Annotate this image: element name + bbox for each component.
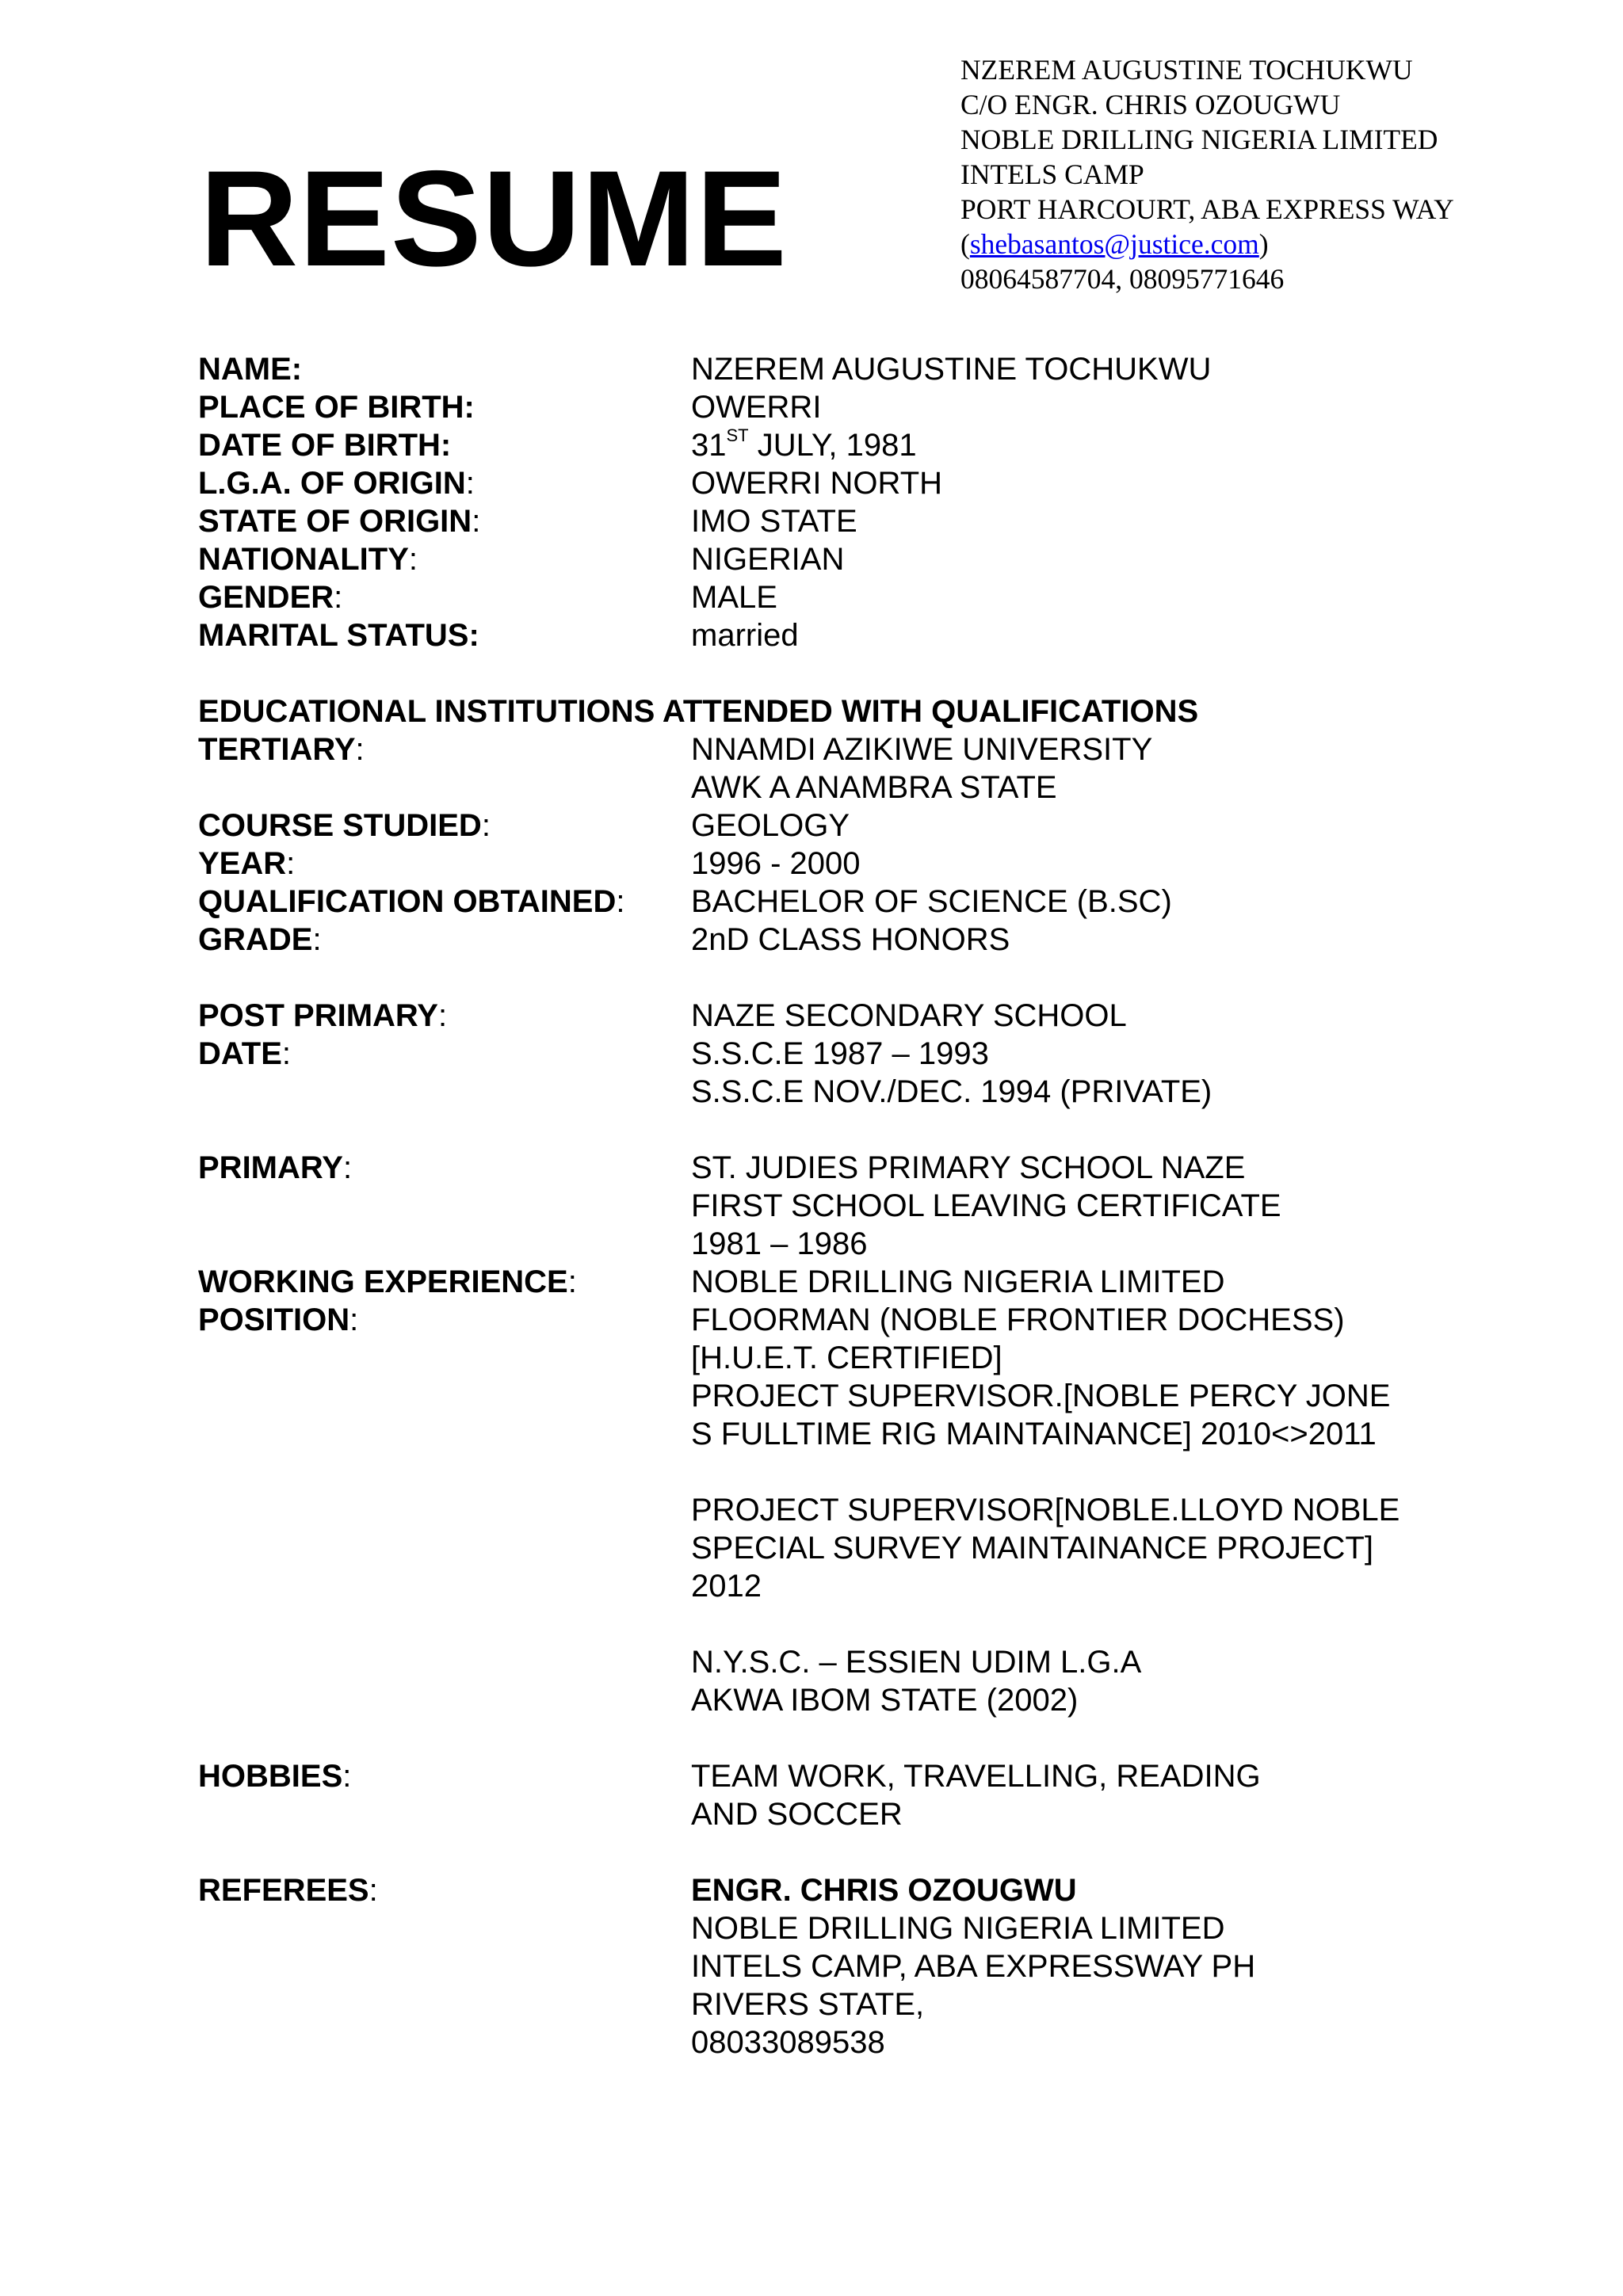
field-label-text: NATIONALITY — [198, 542, 409, 577]
colon: : — [286, 846, 296, 881]
field-label: DATE OF BIRTH: — [198, 428, 452, 463]
value-line: PROJECT SUPERVISOR[NOBLE.LLOYD NOBLE — [691, 1493, 1400, 1527]
field-row-lga — [198, 464, 1545, 502]
field-label-text: POST PRIMARY — [198, 998, 438, 1033]
field-label — [198, 1035, 691, 1111]
colon: : — [465, 466, 475, 501]
colon: : — [342, 1759, 352, 1794]
colon: : — [369, 1873, 378, 1908]
value-line: S.S.C.E 1987 – 1993 — [691, 1036, 989, 1071]
spacer — [198, 1833, 1545, 1871]
address-line: NOBLE DRILLING NIGERIA LIMITED — [960, 124, 1438, 155]
phone-numbers: 08064587704, 08095771646 — [960, 263, 1285, 295]
value-line: 1981 – 1986 — [691, 1226, 868, 1261]
colon: : — [334, 580, 343, 615]
email-line — [960, 227, 1454, 261]
field-label: MARITAL STATUS: — [198, 618, 479, 653]
field-row-post-primary — [198, 997, 1545, 1035]
field-label — [198, 502, 691, 540]
spacer — [198, 959, 1545, 997]
field-label — [198, 921, 691, 959]
field-label — [198, 1149, 691, 1263]
field-row-position — [198, 1301, 1545, 1719]
value-line: S.S.C.E NOV./DEC. 1994 (PRIVATE) — [691, 1074, 1212, 1109]
colon: : — [312, 922, 322, 957]
field-value: IMO STATE — [691, 504, 857, 539]
colon: : — [438, 998, 448, 1033]
field-label-text: HOBBIES — [198, 1759, 343, 1794]
value-line: PROJECT SUPERVISOR.[NOBLE PERCY JONE — [691, 1379, 1391, 1413]
email-paren-open: ( — [960, 228, 970, 260]
field-label — [198, 997, 691, 1035]
resume-body — [198, 350, 1545, 2061]
field-label-text: POSITION — [198, 1302, 350, 1337]
value-line: AND SOCCER — [691, 1797, 903, 1832]
field-label-text: L.G.A. OF ORIGIN — [198, 466, 466, 501]
colon: : — [616, 884, 625, 919]
field-label-text: GENDER — [198, 580, 334, 615]
referee-name: ENGR. CHRIS OZOUGWU — [691, 1873, 1077, 1908]
field-row-qualification — [198, 883, 1545, 921]
field-label-text: COURSE STUDIED — [198, 808, 482, 843]
field-value — [691, 426, 1545, 464]
value-line: NOBLE DRILLING NIGERIA LIMITED — [691, 1911, 1225, 1946]
field-label-text: WORKING EXPERIENCE — [198, 1264, 568, 1299]
colon: : — [481, 808, 491, 843]
field-label — [198, 883, 691, 921]
email-link[interactable]: shebasantos@justice.com — [969, 228, 1259, 260]
spacer — [198, 654, 1545, 692]
email-paren-close: ) — [1258, 228, 1269, 260]
value-line: AKWA IBOM STATE (2002) — [691, 1683, 1079, 1718]
value-line: FLOORMAN (NOBLE FRONTIER DOCHESS) — [691, 1302, 1345, 1337]
field-label-text: DATE — [198, 1036, 282, 1071]
field-label-text: TERTIARY — [198, 732, 356, 767]
value-line: N.Y.S.C. – ESSIEN UDIM L.G.A — [691, 1645, 1142, 1680]
field-row-course — [198, 807, 1545, 845]
field-label — [198, 464, 691, 502]
field-row-nationality — [198, 540, 1545, 578]
field-row-place-of-birth — [198, 388, 1545, 426]
resume-title: RESUME — [200, 143, 788, 295]
field-label — [198, 1301, 691, 1719]
field-value — [691, 1871, 1545, 2061]
field-row-gender — [198, 578, 1545, 616]
field-label — [198, 540, 691, 578]
field-value: BACHELOR OF SCIENCE (B.SC) — [691, 884, 1172, 919]
spacer — [691, 1453, 1545, 1491]
value-line: TEAM WORK, TRAVELLING, READING — [691, 1759, 1261, 1794]
field-row-working-experience — [198, 1263, 1545, 1301]
field-label — [198, 578, 691, 616]
field-row-date-of-birth — [198, 426, 1545, 464]
value-line: [H.U.E.T. CERTIFIED] — [691, 1341, 1002, 1375]
field-value: OWERRI NORTH — [691, 466, 943, 501]
field-row-marital-status — [198, 616, 1545, 654]
value-line: FIRST SCHOOL LEAVING CERTIFICATE — [691, 1188, 1281, 1223]
field-value — [691, 1301, 1545, 1719]
address-line: C/O ENGR. CHRIS OZOUGWU — [960, 89, 1341, 120]
field-label — [198, 1263, 691, 1301]
section-heading-education: EDUCATIONAL INSTITUTIONS ATTENDED WITH QUALIFICATIONS — [198, 694, 1199, 729]
colon: : — [349, 1302, 359, 1337]
colon: : — [567, 1264, 577, 1299]
field-label-text: PRIMARY — [198, 1150, 343, 1185]
value-line: SPECIAL SURVEY MAINTAINANCE PROJECT] — [691, 1531, 1373, 1566]
field-label-text: GRADE — [198, 922, 313, 957]
value-line: AWK A ANAMBRA STATE — [691, 770, 1057, 805]
field-value: 2nD CLASS HONORS — [691, 922, 1010, 957]
spacer — [198, 1111, 1545, 1149]
field-label-text: REFEREES — [198, 1873, 369, 1908]
colon: : — [342, 1150, 353, 1185]
dob-day: 31 — [691, 428, 727, 463]
field-row-hobbies — [198, 1757, 1545, 1833]
field-row-date — [198, 1035, 1545, 1111]
field-row-primary — [198, 1149, 1545, 1263]
dob-suffix: ST — [726, 425, 749, 445]
value-line: NNAMDI AZIKIWE UNIVERSITY — [691, 732, 1153, 767]
field-label-text: STATE OF ORIGIN — [198, 504, 472, 539]
colon: : — [355, 732, 365, 767]
value-line: S FULLTIME RIG MAINTAINANCE] 2010<>2011 — [691, 1417, 1377, 1451]
field-label — [198, 730, 691, 807]
field-value — [691, 1149, 1545, 1263]
field-row-grade — [198, 921, 1545, 959]
colon: : — [281, 1036, 292, 1071]
field-row-name — [198, 350, 1545, 388]
field-value — [691, 1035, 1545, 1111]
field-value: NAZE SECONDARY SCHOOL — [691, 998, 1127, 1033]
referee-phone: 08033089538 — [691, 2025, 885, 2060]
field-row-state-of-origin — [198, 502, 1545, 540]
field-row-tertiary — [198, 730, 1545, 807]
colon: : — [408, 542, 418, 577]
field-value: GEOLOGY — [691, 808, 850, 843]
field-value: NIGERIAN — [691, 542, 845, 577]
address-line: NZEREM AUGUSTINE TOCHUKWU — [960, 54, 1413, 86]
field-value: NZEREM AUGUSTINE TOCHUKWU — [691, 352, 1212, 387]
spacer — [691, 1605, 1545, 1643]
field-value — [691, 1757, 1545, 1833]
value-line: RIVERS STATE, — [691, 1987, 925, 2022]
address-line: PORT HARCOURT, ABA EXPRESS WAY — [960, 193, 1454, 225]
field-row-referees — [198, 1871, 1545, 2061]
field-value: OWERRI — [691, 390, 822, 425]
field-label-text: YEAR — [198, 846, 287, 881]
dob-rest: JULY, 1981 — [748, 428, 917, 463]
field-value: married — [691, 618, 799, 653]
field-value: 1996 - 2000 — [691, 846, 861, 881]
field-value: MALE — [691, 580, 777, 615]
field-value — [691, 730, 1545, 807]
field-row-year — [198, 845, 1545, 883]
address-line: INTELS CAMP — [960, 158, 1144, 190]
field-label — [198, 807, 691, 845]
field-label: NAME: — [198, 352, 303, 387]
field-label — [198, 845, 691, 883]
field-value: NOBLE DRILLING NIGERIA LIMITED — [691, 1264, 1225, 1299]
field-label — [198, 1871, 691, 2061]
field-label — [198, 1757, 691, 1833]
value-line: ST. JUDIES PRIMARY SCHOOL NAZE — [691, 1150, 1246, 1185]
field-label: PLACE OF BIRTH: — [198, 390, 475, 425]
contact-address-block — [960, 52, 1454, 296]
field-label-text: QUALIFICATION OBTAINED — [198, 884, 617, 919]
value-line: INTELS CAMP, ABA EXPRESSWAY PH — [691, 1949, 1256, 1984]
colon: : — [472, 504, 481, 539]
value-line: 2012 — [691, 1569, 762, 1604]
spacer — [198, 1719, 1545, 1757]
